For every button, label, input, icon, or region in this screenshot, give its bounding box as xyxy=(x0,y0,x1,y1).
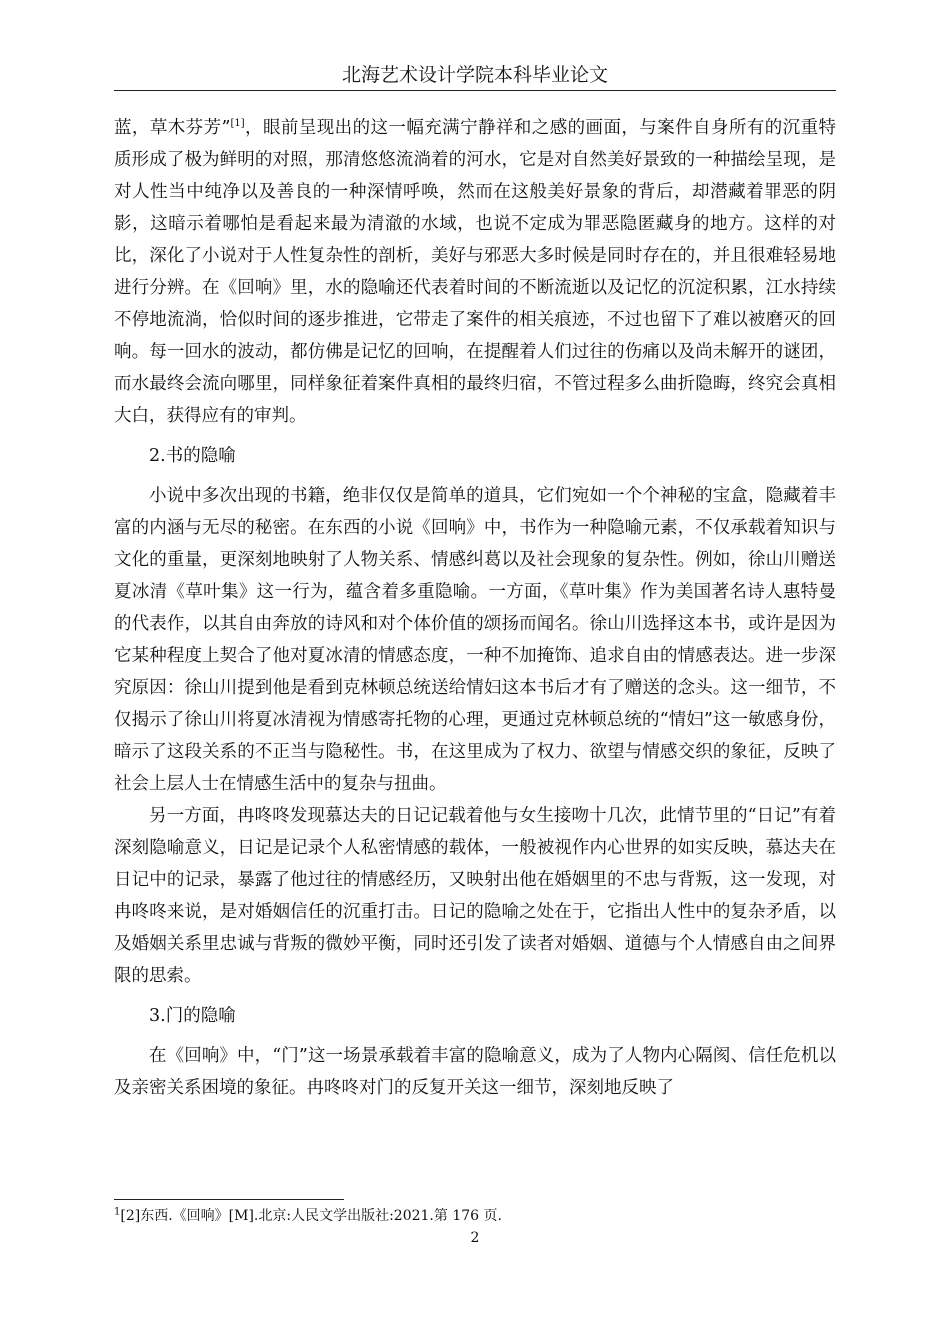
main-text xyxy=(114,112,836,1104)
paragraph-3: 另一方面，冉咚咚发现慕达夫的日记记载着他与女生接吻十几次，此情节里的“日记”有着深刻隐喻意义，日记是记录个人私密情感的载体，一般被视作内心世界的如实反映，慕达夫在日记中的记录，暴露了他过往的情感经历，又映射出他在婚姻里的不忠与背叛，这一发现，对冉咚咚来说，是对婚姻信任的沉重打击。日记的隐喻之处在于，它指出人性中的复杂矛盾，以及婚姻关系里忠诚与背叛的微妙平衡，同时还引发了读者对婚姻、道德与个人情感自由之间界限的思索。 xyxy=(114,806,836,986)
running-header: 北海艺术设计学院本科毕业论文 xyxy=(341,64,608,86)
page-number: 2 xyxy=(470,1230,480,1246)
paragraph-1-rest: ，眼前呈现出的这一幅充满宁静祥和之感的画面，与案件自身所有的沉重特质形成了极为鲜明的对照，那清悠悠流淌着的河水，它是对自然美好景致的一种描绘呈现，是对人性当中纯净以及善良的一种深情呼唤，然而在这般美好景象的背后，却潜藏着罪恶的阴影，这暗示着哪怕是看起来最为清澈的水域，也说不定成为罪恶隐匿藏身的地方。这样的对比，深化了小说对于人性复杂性的剖析，美好与邪恶大多时候是同时存在的，并且很难轻易地进行分辨。在《回响》里，水的隐喻还代表着时间的不断流逝以及记忆的沉淀积累，江水持续不停地流淌，恰似时间的逐步推进，它带走了案件的相关痕迹，不过也留下了难以被磨灭的回响。每一回水的波动，都仿佛是记忆的回响，在提醒着人们过往的伤痛以及尚未解开的谜团，而水最终会流向哪里，同样象征着案件真相的最终归宿，不管过程多么曲折隐晦，终究会真相大白，获得应有的审判。 xyxy=(114,118,836,426)
paragraph-2: 小说中多次出现的书籍，绝非仅仅是简单的道具，它们宛如一个个神秘的宝盒，隐藏着丰富的内涵与无尽的秘密。在东西的小说《回响》中，书作为一种隐喻元素，不仅承载着知识与文化的重量，更深刻地映射了人物关系、情感纠葛以及社会现象的复杂性。例如，徐山川赠送夏冰清《草叶集》这一行为，蕴含着多重隐喻。一方面，《草叶集》作为美国著名诗人惠特曼的代表作，以其自由奔放的诗风和对个体价值的颂扬而闻名。徐山川选择这本书，或许是因为它某种程度上契合了他对夏冰清的情感态度，一种不加掩饰、追求自由的情感表达。进一步深究原因：徐山川提到他是看到克林顿总统送给情妇这本书后才有了赠送的念头。这一细节，不仅揭示了徐山川将夏冰清视为情感寄托物的心理，更通过克林顿总统的“情妇”这一敏感身份，暗示了这段关系的不正当与隐秘性。书，在这里成为了权力、欲望与情感交织的象征，反映了社会上层人士在情感生活中的复杂与扭曲。 xyxy=(114,486,836,794)
paragraph-1-start: 蓝，草木芬芳” xyxy=(114,118,231,138)
paragraph-4: 在《回响》中，“门”这一场景承载着丰富的隐喻意义，成为了人物内心隔阂、信任危机以及亲密关系困境的象征。冉咚咚对门的反复开关这一细节，深刻地反映了 xyxy=(114,1046,836,1098)
section-heading-door: 3.门的隐喻 xyxy=(149,1006,236,1026)
paragraph-1 xyxy=(114,112,836,432)
section-heading-book: 2.书的隐喻 xyxy=(149,446,236,466)
footnote xyxy=(114,1206,502,1226)
header-divider xyxy=(114,90,836,91)
footnote-divider xyxy=(114,1199,344,1200)
footnote-marker: 1 xyxy=(114,1206,121,1218)
citation-marker[interactable]: [1] xyxy=(230,118,245,130)
footnote-text: [2]东西.《回响》[M].北京:人民文学出版社:2021.第 176 页. xyxy=(120,1208,502,1224)
